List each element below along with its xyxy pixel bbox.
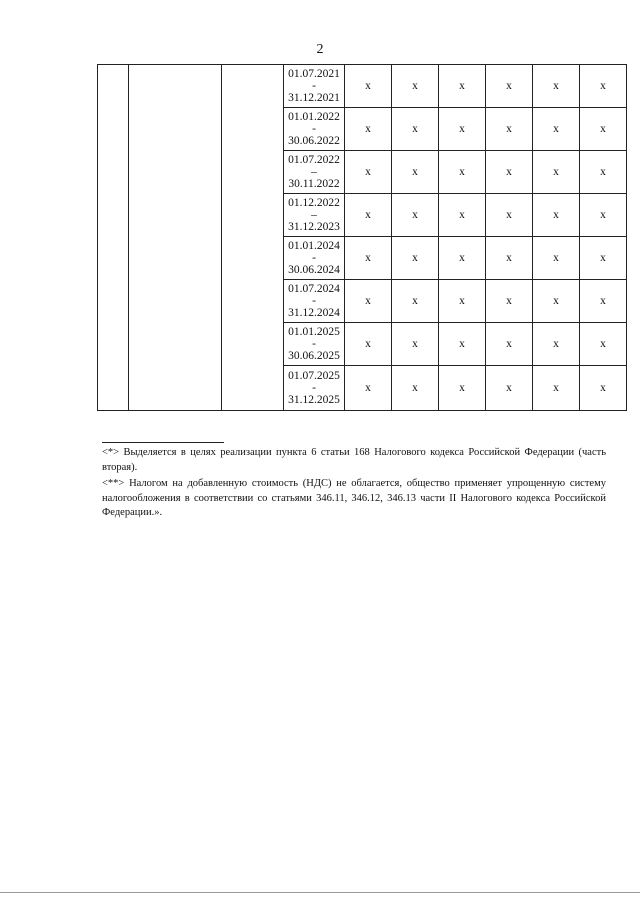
tariff-mark: x xyxy=(439,65,486,108)
period-start: 01.12.2022 xyxy=(288,197,340,209)
period-separator: – xyxy=(311,209,317,221)
footnote-vat-allocation: <*> Выделяется в целях реализации пункта 6 статьи 168 Налогового кодекса Российской Федерации (часть вторая). xyxy=(102,447,606,473)
period-separator: - xyxy=(312,252,316,264)
period-cell xyxy=(284,237,345,280)
period-cell xyxy=(284,65,345,108)
tariff-mark: x xyxy=(486,108,533,151)
period-separator: - xyxy=(312,295,316,307)
period-separator: – xyxy=(311,166,317,178)
tariff-mark: x xyxy=(345,65,392,108)
tariff-table xyxy=(97,64,627,411)
tariff-mark: x xyxy=(392,108,439,151)
tariff-mark: x xyxy=(392,366,439,411)
merged-cell-number xyxy=(98,65,129,411)
tariff-mark: x xyxy=(580,108,627,151)
merged-cell-organization xyxy=(129,65,222,411)
tariff-mark: x xyxy=(533,151,580,194)
tariff-mark: x xyxy=(345,194,392,237)
tariff-mark: x xyxy=(580,65,627,108)
tariff-mark: x xyxy=(439,366,486,411)
period-start: 01.07.2021 xyxy=(288,68,340,80)
period-start: 01.01.2022 xyxy=(288,111,340,123)
tariff-mark: x xyxy=(392,280,439,323)
tariff-mark: x xyxy=(439,151,486,194)
tariff-mark: x xyxy=(533,65,580,108)
tariff-mark: x xyxy=(439,194,486,237)
tariff-mark: x xyxy=(580,323,627,366)
tariff-mark: x xyxy=(345,323,392,366)
period-cell xyxy=(284,323,345,366)
tariff-mark: x xyxy=(486,194,533,237)
tariff-mark: x xyxy=(580,237,627,280)
tariff-mark: x xyxy=(533,237,580,280)
tariff-mark: x xyxy=(486,237,533,280)
period-separator: - xyxy=(312,382,316,394)
period-end: 31.12.2021 xyxy=(288,92,340,104)
period-end: 30.06.2022 xyxy=(288,135,340,147)
tariff-mark: x xyxy=(392,65,439,108)
period-start: 01.07.2022 xyxy=(288,154,340,166)
tariff-mark: x xyxy=(345,151,392,194)
footnote-vat-exempt: <**> Налогом на добавленную стоимость (НДС) не облагается, общество применяет упрощенную систему налогообложения в соответствии со статьями 346.11, 346.12, 346.13 части II Налогового кодекса Российской Федерации.». xyxy=(102,478,606,518)
tariff-mark: x xyxy=(392,237,439,280)
tariff-mark: x xyxy=(533,194,580,237)
period-cell xyxy=(284,280,345,323)
tariff-mark: x xyxy=(345,280,392,323)
tariff-mark: x xyxy=(345,366,392,411)
tariff-mark: x xyxy=(533,366,580,411)
period-start: 01.07.2025 xyxy=(288,370,340,382)
tariff-mark: x xyxy=(486,151,533,194)
tariff-mark: x xyxy=(439,108,486,151)
period-start: 01.01.2024 xyxy=(288,240,340,252)
tariff-mark: x xyxy=(345,108,392,151)
tariff-mark: x xyxy=(533,323,580,366)
tariff-mark: x xyxy=(486,65,533,108)
tariff-mark: x xyxy=(486,366,533,411)
tariff-mark: x xyxy=(580,194,627,237)
tariff-mark: x xyxy=(392,151,439,194)
tariff-mark: x xyxy=(439,237,486,280)
period-end: 30.06.2024 xyxy=(288,264,340,276)
period-separator: - xyxy=(312,123,316,135)
period-separator: - xyxy=(312,338,316,350)
period-cell xyxy=(284,108,345,151)
page-number: 2 xyxy=(316,42,324,57)
tariff-mark: x xyxy=(439,280,486,323)
period-end: 30.11.2022 xyxy=(288,178,340,190)
tariff-mark: x xyxy=(486,323,533,366)
table-row xyxy=(98,65,627,108)
period-start: 01.07.2024 xyxy=(288,283,340,295)
period-end: 30.06.2025 xyxy=(288,350,340,362)
tariff-mark: x xyxy=(580,280,627,323)
tariff-mark: x xyxy=(580,151,627,194)
period-start: 01.01.2025 xyxy=(288,326,340,338)
period-separator: - xyxy=(312,80,316,92)
tariff-mark: x xyxy=(486,280,533,323)
period-end: 31.12.2024 xyxy=(288,307,340,319)
period-end: 31.12.2023 xyxy=(288,221,340,233)
footnotes xyxy=(102,446,606,523)
tariff-mark: x xyxy=(392,194,439,237)
merged-cell-service xyxy=(222,65,284,411)
tariff-mark: x xyxy=(345,237,392,280)
tariff-mark: x xyxy=(580,366,627,411)
period-cell xyxy=(284,151,345,194)
tariff-mark: x xyxy=(533,280,580,323)
page-bottom-edge xyxy=(0,892,640,893)
period-cell xyxy=(284,366,345,411)
tariff-table-body xyxy=(98,65,627,411)
period-cell xyxy=(284,194,345,237)
tariff-mark: x xyxy=(439,323,486,366)
footnote-divider xyxy=(102,442,224,443)
tariff-mark: x xyxy=(533,108,580,151)
period-end: 31.12.2025 xyxy=(288,394,340,406)
tariff-mark: x xyxy=(392,323,439,366)
